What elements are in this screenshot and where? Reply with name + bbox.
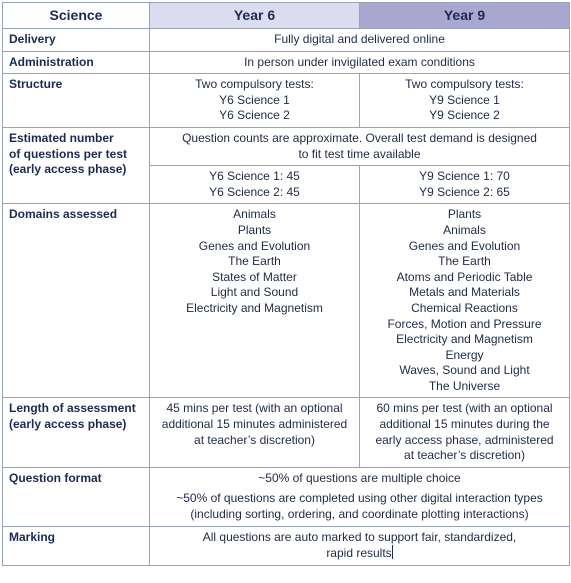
- length-y9-line: early access phase, administered: [375, 432, 554, 447]
- domain-item: The Universe: [428, 378, 501, 393]
- marking-value[interactable]: [150, 526, 570, 565]
- length-y9-line: 60 mins per test (with an optional: [376, 401, 553, 416]
- marking-line: [154, 545, 565, 562]
- row-structure: [3, 74, 570, 128]
- questions-note: [150, 127, 570, 165]
- format-value: [150, 467, 570, 526]
- questions-label-line: (early access phase): [9, 162, 127, 177]
- domain-item: The Earth: [228, 254, 281, 269]
- row-domains: [3, 204, 570, 398]
- structure-year-9: [360, 74, 570, 128]
- header-row: [3, 3, 570, 29]
- length-y6-line: at teacher’s discretion): [194, 432, 315, 447]
- length-label-line: Length of assessment: [9, 401, 136, 416]
- structure-y6-line: Y6 Science 1: [219, 92, 290, 107]
- questions-label-line: Estimated number: [9, 130, 114, 145]
- header-science: Science: [3, 3, 150, 29]
- row-marking: [3, 526, 570, 565]
- length-label-line: (early access phase): [9, 417, 127, 432]
- questions-year-6: [150, 166, 360, 204]
- structure-y9-line: Two compulsory tests:: [405, 77, 524, 92]
- structure-y9-line: Y9 Science 1: [429, 92, 500, 107]
- questions-label: [3, 127, 150, 203]
- header-year-9: Year 9: [360, 3, 570, 29]
- domains-year-6: [150, 204, 360, 398]
- domain-item: States of Matter: [212, 269, 297, 284]
- domain-item: Atoms and Periodic Table: [396, 269, 533, 284]
- delivery-value: Fully digital and delivered online: [150, 29, 570, 52]
- questions-label-line: of questions per test: [9, 146, 128, 161]
- length-y6-line: additional 15 minutes administered: [161, 417, 348, 432]
- row-questions-note: [3, 127, 570, 165]
- questions-y9-line: Y9 Science 2: 65: [419, 184, 510, 199]
- structure-label: Structure: [3, 74, 150, 128]
- domains-year-9: [360, 204, 570, 398]
- structure-y6-line: Two compulsory tests:: [195, 77, 314, 92]
- structure-y6-line: Y6 Science 2: [219, 108, 290, 123]
- structure-y9-line: Y9 Science 2: [429, 108, 500, 123]
- marking-line: All questions are auto marked to support fair, standardized,: [202, 529, 517, 544]
- domain-item: Energy: [445, 347, 484, 362]
- format-line: ~50% of questions are completed using other digital interaction types: [176, 491, 543, 506]
- delivery-label: Delivery: [3, 29, 150, 52]
- domain-item: Electricity and Magnetism: [396, 332, 533, 347]
- format-line: (including sorting, ordering, and coordinate plotting interactions): [190, 507, 529, 522]
- questions-note-line: Question counts are approximate. Overall test demand is designed: [182, 130, 537, 145]
- header-year-6: Year 6: [150, 3, 360, 29]
- row-delivery: [3, 29, 570, 52]
- length-label: [3, 398, 150, 467]
- domain-item: The Earth: [438, 254, 491, 269]
- domain-item: Light and Sound: [210, 285, 299, 300]
- format-label: Question format: [3, 467, 150, 526]
- domain-item: Genes and Evolution: [408, 238, 521, 253]
- domain-item: Forces, Motion and Pressure: [387, 316, 542, 331]
- text-cursor: [392, 545, 393, 559]
- domain-item: Metals and Materials: [409, 285, 520, 300]
- marking-line-text: rapid results: [326, 546, 392, 561]
- domain-item: Waves, Sound and Light: [399, 363, 530, 378]
- questions-y9-line: Y9 Science 1: 70: [419, 169, 510, 184]
- marking-label: Marking: [3, 526, 150, 565]
- domain-item: Animals: [443, 222, 486, 237]
- domain-item: Genes and Evolution: [198, 238, 311, 253]
- questions-y6-line: Y6 Science 2: 45: [209, 184, 300, 199]
- row-question-format: [3, 467, 570, 526]
- format-line: ~50% of questions are multiple choice: [258, 470, 461, 485]
- length-y6-line: 45 mins per test (with an optional: [166, 401, 343, 416]
- questions-y6-line: Y6 Science 1: 45: [209, 169, 300, 184]
- administration-value: In person under invigilated exam conditions: [150, 51, 570, 74]
- domain-item: Plants: [447, 207, 482, 222]
- structure-year-6: [150, 74, 360, 128]
- science-comparison-table: [2, 2, 570, 566]
- length-year-9: [360, 398, 570, 467]
- length-y9-line: additional 15 minutes during the: [379, 417, 550, 432]
- domain-item: Plants: [237, 222, 272, 237]
- length-year-6: [150, 398, 360, 467]
- row-length: [3, 398, 570, 467]
- domains-label: Domains assessed: [3, 204, 150, 398]
- row-administration: [3, 51, 570, 74]
- domain-item: Animals: [233, 207, 276, 222]
- length-y9-line: at teacher’s discretion): [404, 448, 525, 463]
- questions-note-line: to fit test time available: [298, 146, 421, 161]
- administration-label: Administration: [3, 51, 150, 74]
- domain-item: Chemical Reactions: [411, 300, 518, 315]
- questions-year-9: [360, 166, 570, 204]
- domain-item: Electricity and Magnetism: [186, 300, 323, 315]
